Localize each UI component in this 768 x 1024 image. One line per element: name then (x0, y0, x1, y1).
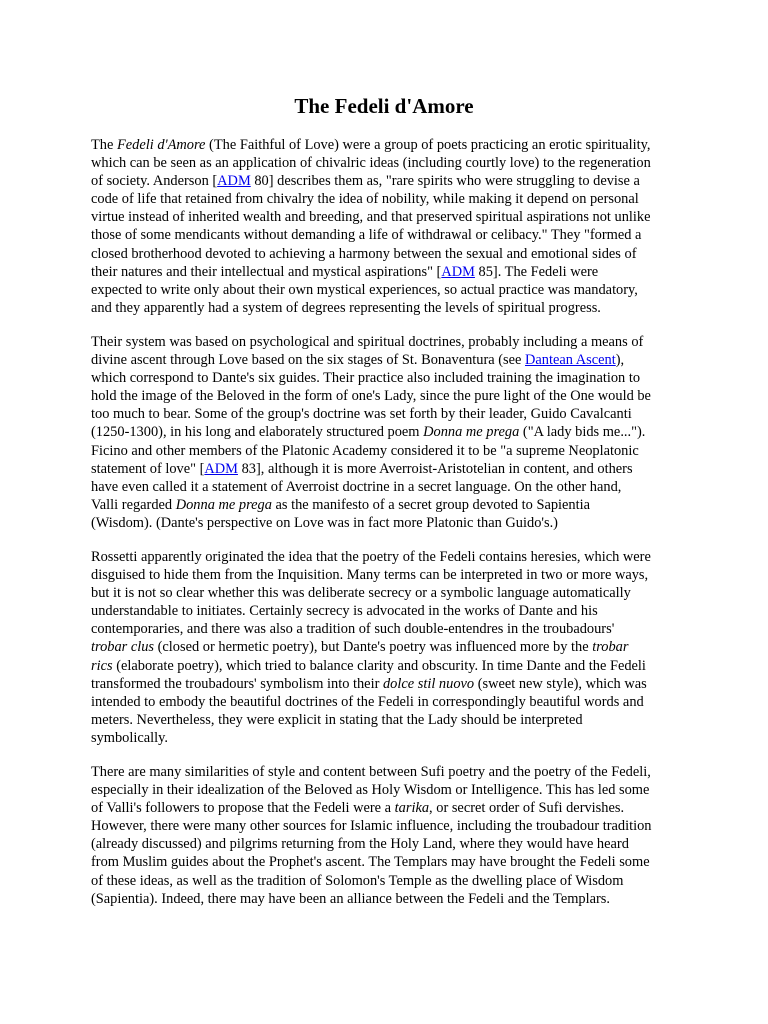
text-run: (The Faithful of Love) were a group of poets practicing an erotic spirituality, (205, 137, 651, 153)
text-run: ("A lady bids me..."). (519, 424, 646, 441)
text-run: However, there were many other sources for Islamic influence, including the troubadour tradition (91, 818, 652, 835)
text-run: (Sapientia). Indeed, there may have been an alliance between the Fedeli and the Templars. (91, 890, 610, 907)
text-line (91, 245, 691, 263)
page-title: The Fedeli d'Amore (294, 94, 474, 118)
text-run: There are many similarities of style and content between Sufi poetry and the poetry of the Fedeli, (91, 764, 651, 780)
text-line (91, 387, 691, 405)
text-run: divine ascent through Love based on the six stages of St. Bonaventura (see (91, 352, 526, 369)
text-line (91, 423, 691, 441)
text-run: contemporaries, and there was also a tradition of such double-entendres in the troubadours' (91, 621, 615, 638)
text-line (91, 675, 691, 693)
text-run: of society. Anderson [ (91, 173, 218, 190)
text-line (91, 890, 691, 908)
reference-link[interactable]: ADM (204, 460, 238, 477)
reference-link[interactable]: Dantean Ascent (525, 352, 616, 369)
text-run: and they apparently had a system of degrees representing the levels of spiritual progress. (91, 299, 601, 316)
text-run: 80] describes them as, "rare spirits who were struggling to devise a (250, 173, 640, 190)
text-line (91, 136, 691, 154)
text-run: especially in their idealization of the Beloved as Holy Wisdom or Intelligence. This has led some (91, 782, 650, 799)
text-line (91, 478, 691, 496)
text-line (91, 729, 691, 747)
text-line (91, 799, 691, 817)
text-run: those of some mendicants without demanding a life of withdrawal or celibacy." They "formed a (91, 227, 642, 244)
text-run: ), (615, 352, 625, 369)
text-run: their natures and their intellectual and mystical aspirations" [ (91, 263, 442, 280)
text-line (91, 405, 691, 423)
reference-link[interactable]: ADM (217, 173, 251, 190)
paragraph-2 (91, 333, 691, 532)
text-run: (already discussed) and pilgrims returning from the Holy Land, where they would have heard (91, 836, 629, 853)
text-line (91, 369, 691, 387)
text-run: which correspond to Dante's six guides. Their practice also included training the imagination to (91, 370, 641, 387)
text-run: (elaborate poetry), which tried to balance clarity and obscurity. In time Dante and the Fedeli (112, 657, 646, 674)
text-run: from Muslim guides about the Prophet's ascent. The Templars may have brought the Fedeli some (91, 854, 650, 871)
text-run: of Valli's followers to propose that the Fedeli were a (91, 800, 395, 817)
paragraph-3 (91, 548, 691, 747)
text-line (91, 711, 691, 729)
text-run: but it is not so clear whether this was deliberate secrecy or a symbolic language automatically (91, 585, 631, 602)
text-run: (Wisdom). (Dante's perspective on Love was in fact more Platonic than Guido's.) (91, 514, 558, 531)
text-run: 85]. The Fedeli were (474, 263, 599, 280)
text-line (91, 817, 691, 835)
text-run: statement of love" [ (91, 460, 205, 477)
text-line (91, 566, 691, 584)
text-line (91, 853, 691, 871)
italic-text: dolce stil nuovo (382, 675, 475, 692)
italic-text: Donna me prega (423, 424, 520, 441)
text-run: too much to bear. Some of the group's doctrine was set forth by their leader, Guido Cavalcanti (91, 406, 632, 423)
text-run: closed brotherhood devoted to achieving a harmony between the sexual and emotional sides of (91, 245, 637, 262)
italic-text: Fedeli d'Amore (116, 137, 206, 153)
reference-link[interactable]: ADM (441, 263, 475, 280)
text-line (91, 172, 691, 190)
text-run: understandable to initiates. Certainly secrecy is advocated in the works of Dante and his (91, 603, 598, 620)
text-line (91, 763, 691, 781)
text-run: (1250-1300), in his long and elaborately structured poem (91, 424, 424, 441)
text-run: 83], although it is more Averroist-Aristotelian in content, and others (237, 460, 633, 477)
text-line (91, 351, 691, 369)
text-line (91, 154, 691, 172)
italic-text: trobar (592, 639, 629, 656)
text-line (91, 442, 691, 460)
text-run: (sweet new style), which was (474, 675, 647, 692)
text-run: have even called it a statement of Averroist doctrine in a secret language. On the other hand, (91, 478, 622, 495)
text-run: disguised to hide them from the Inquisition. Many terms can be interpreted in two or more ways, (91, 567, 649, 584)
text-run: virtue instead of inherited wealth and breeding, and that preserved spiritual aspirations not unlike (91, 209, 651, 226)
text-run: of these ideas, as well as the tradition of Solomon's Temple as the dwelling place of Wisdom (91, 872, 624, 889)
text-run: Rossetti apparently originated the idea that the poetry of the Fedeli contains heresies, which were (91, 549, 651, 565)
text-line (91, 602, 691, 620)
text-line (91, 496, 691, 514)
text-run: The (91, 137, 117, 153)
italic-text: rics (91, 657, 113, 674)
text-line (91, 638, 691, 656)
text-line (91, 460, 691, 478)
text-line (91, 514, 691, 532)
text-line (91, 620, 691, 638)
paragraph-4 (91, 763, 691, 908)
italic-text: Donna me prega (175, 496, 272, 513)
text-run: hold the image of the Beloved in the form of one's Lady, since the pure light of the One would be (91, 388, 651, 405)
text-line (91, 584, 691, 602)
text-run: which can be seen as an application of chivalric ideas (including courtly love) to the regeneration (91, 155, 651, 172)
text-line (91, 299, 691, 317)
text-run: (closed or hermetic poetry), but Dante's poetry was influenced more by the (154, 639, 593, 656)
text-line (91, 208, 691, 226)
text-run: transformed the troubadours' symbolism into their (91, 675, 383, 692)
text-run: Ficino and other members of the Platonic Academy considered it to be "a supreme Neoplatonic (91, 442, 639, 459)
text-run: Their system was based on psychological and spiritual doctrines, probably including a means of (91, 334, 644, 350)
text-line (91, 835, 691, 853)
text-line (91, 333, 691, 351)
text-run: intended to embody the beautiful doctrines of the Fedeli in correspondingly beautiful words and (91, 693, 644, 710)
italic-text: trobar clus (91, 639, 155, 656)
text-line (91, 781, 691, 799)
text-line (91, 281, 691, 299)
text-run: expected to write only about their own mystical experiences, so actual practice was mandatory, (91, 281, 638, 298)
text-run: , or secret order of Sufi dervishes. (429, 800, 625, 817)
text-run: symbolically. (91, 729, 169, 746)
text-line (91, 548, 691, 566)
text-run: as the manifesto of a secret group devoted to Sapientia (271, 496, 591, 513)
text-line (91, 657, 691, 675)
paragraph-1 (91, 136, 691, 317)
text-line (91, 263, 691, 281)
text-line (91, 190, 691, 208)
text-line (91, 226, 691, 244)
text-line (91, 693, 691, 711)
text-line (91, 872, 691, 890)
text-run: Valli regarded (91, 496, 176, 513)
text-run: code of life that retained from chivalry the idea of nobility, while making it depend on personal (91, 191, 639, 208)
italic-text: tarika (394, 800, 430, 817)
text-run: meters. Nevertheless, they were explicit in stating that the Lady should be interpreted (91, 711, 583, 728)
